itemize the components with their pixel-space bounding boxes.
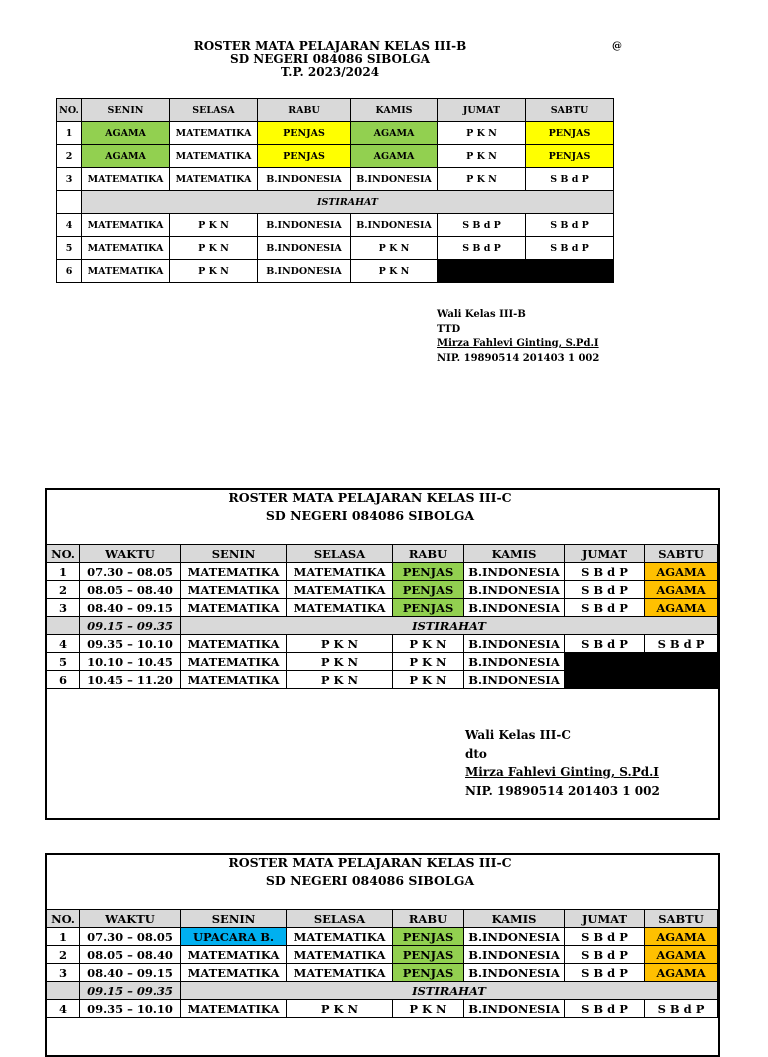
table-cell: B.INDONESIA: [258, 260, 351, 283]
table-cell: P K N: [287, 1000, 393, 1018]
table-cell: 6: [57, 260, 82, 283]
table-cell: AGAMA: [351, 145, 438, 168]
doc3-table: [46, 909, 718, 1018]
table-cell: P K N: [170, 260, 258, 283]
header-cell: SELASA: [287, 545, 393, 563]
doc2-title-line: ROSTER MATA PELAJARAN KELAS III-C: [228, 490, 512, 505]
table-cell: S B d P: [565, 635, 645, 653]
table-cell: S B d P: [438, 214, 526, 237]
table-cell: S B d P: [565, 563, 645, 581]
table-cell: 4: [57, 214, 82, 237]
header-cell: SELASA: [287, 910, 393, 928]
table-cell: B.INDONESIA: [464, 928, 565, 946]
table-cell: 08.40 – 09.15: [80, 964, 181, 982]
header-cell: RABU: [393, 910, 464, 928]
table-header-row: [47, 910, 718, 928]
table-cell: 6: [47, 671, 80, 689]
table-cell: 3: [47, 599, 80, 617]
header-cell: SELASA: [170, 99, 258, 122]
header-cell: SABTU: [526, 99, 614, 122]
header-cell: NO.: [57, 99, 82, 122]
signature-role: Wali Kelas III-C: [465, 728, 571, 742]
doc3-title-line: SD NEGERI 084086 SIBOLGA: [265, 873, 475, 888]
table-cell: PENJAS: [258, 145, 351, 168]
doc1-title: [120, 40, 540, 79]
table-cell: 3: [47, 964, 80, 982]
table-cell: 08.40 – 09.15: [80, 599, 181, 617]
table-cell: PENJAS: [393, 563, 464, 581]
table-cell: MATEMATIKA: [287, 563, 393, 581]
header-cell: SENIN: [181, 545, 287, 563]
table-cell: B.INDONESIA: [258, 237, 351, 260]
table-cell: 09.35 – 10.10: [80, 635, 181, 653]
signature-name: Mirza Fahlevi Ginting, S.Pd.I: [437, 338, 599, 349]
header-cell: SENIN: [82, 99, 170, 122]
header-cell: SABTU: [645, 910, 718, 928]
table-cell: MATEMATIKA: [181, 964, 287, 982]
table-cell: MATEMATIKA: [170, 145, 258, 168]
blank-cell: [438, 260, 614, 283]
table-row: [57, 237, 614, 260]
table-cell: B.INDONESIA: [351, 168, 438, 191]
table-cell: MATEMATIKA: [82, 168, 170, 191]
table-cell: P K N: [438, 168, 526, 191]
table-cell: S B d P: [526, 214, 614, 237]
table-cell: B.INDONESIA: [464, 599, 565, 617]
table-cell: B.INDONESIA: [464, 964, 565, 982]
table-row: [47, 635, 718, 653]
table-cell: B.INDONESIA: [464, 671, 565, 689]
table-cell: AGAMA: [645, 563, 718, 581]
table-cell: PENJAS: [393, 946, 464, 964]
table-row: [57, 168, 614, 191]
table-cell: AGAMA: [82, 145, 170, 168]
table-cell: PENJAS: [526, 122, 614, 145]
table-cell: 5: [47, 653, 80, 671]
table-cell: 5: [57, 237, 82, 260]
table-cell: S B d P: [565, 599, 645, 617]
table-cell: PENJAS: [393, 599, 464, 617]
table-cell: MATEMATIKA: [181, 635, 287, 653]
table-cell: PENJAS: [393, 581, 464, 599]
blank-cell: [565, 653, 718, 689]
table-row: [47, 946, 718, 964]
table-cell: B.INDONESIA: [464, 581, 565, 599]
doc1-table: [56, 98, 614, 283]
signature-role: Wali Kelas III-B: [437, 309, 526, 320]
table-cell: MATEMATIKA: [181, 1000, 287, 1018]
doc2-table: [46, 544, 718, 689]
table-row: [57, 122, 614, 145]
header-cell: SABTU: [645, 545, 718, 563]
header-cell: KAMIS: [351, 99, 438, 122]
header-cell: NO.: [47, 545, 80, 563]
break-row: [47, 617, 718, 635]
table-cell: S B d P: [526, 237, 614, 260]
table-cell: MATEMATIKA: [170, 122, 258, 145]
break-row: [57, 191, 614, 214]
table-row: [47, 1000, 718, 1018]
doc1-signature: [437, 308, 599, 366]
table-cell: MATEMATIKA: [82, 260, 170, 283]
break-label: ISTIRAHAT: [181, 982, 718, 1000]
header-cell: KAMIS: [464, 910, 565, 928]
table-cell: 1: [47, 563, 80, 581]
table-cell: B.INDONESIA: [464, 635, 565, 653]
header-cell: RABU: [258, 99, 351, 122]
table-row: [57, 260, 614, 283]
table-cell: MATEMATIKA: [287, 928, 393, 946]
signature-note: TTD: [437, 323, 461, 335]
table-cell: AGAMA: [82, 122, 170, 145]
table-cell: P K N: [438, 122, 526, 145]
table-cell: 10.45 – 11.20: [80, 671, 181, 689]
table-row: [47, 599, 718, 617]
table-row: [47, 581, 718, 599]
table-cell: UPACARA B.: [181, 928, 287, 946]
table-row: [47, 563, 718, 581]
table-cell: P K N: [287, 653, 393, 671]
table-cell: 4: [47, 635, 80, 653]
table-cell: MATEMATIKA: [181, 563, 287, 581]
break-label: ISTIRAHAT: [82, 191, 614, 214]
table-cell: P K N: [287, 635, 393, 653]
break-row: [47, 982, 718, 1000]
table-cell: 08.05 – 08.40: [80, 946, 181, 964]
table-cell: B.INDONESIA: [258, 168, 351, 191]
table-row: [47, 653, 718, 671]
table-cell: 3: [57, 168, 82, 191]
table-cell: 2: [47, 581, 80, 599]
table-cell: AGAMA: [645, 581, 718, 599]
table-cell: P K N: [393, 671, 464, 689]
table-cell: MATEMATIKA: [287, 581, 393, 599]
table-cell: 08.05 – 08.40: [80, 581, 181, 599]
table-cell: AGAMA: [645, 928, 718, 946]
table-cell: AGAMA: [645, 599, 718, 617]
table-cell: 2: [47, 946, 80, 964]
table-header-row: [47, 545, 718, 563]
table-cell: 4: [47, 1000, 80, 1018]
signature-note: dto: [465, 746, 487, 761]
table-cell: B.INDONESIA: [464, 653, 565, 671]
table-cell: S B d P: [565, 946, 645, 964]
table-cell: P K N: [170, 237, 258, 260]
table-cell: S B d P: [438, 237, 526, 260]
header-cell: JUMAT: [565, 545, 645, 563]
break-time: 09.15 – 09.35: [80, 982, 181, 1000]
table-cell: MATEMATIKA: [181, 653, 287, 671]
doc1-title-line: SD NEGERI 084086 SIBOLGA: [230, 52, 430, 66]
header-cell: WAKTU: [80, 545, 181, 563]
table-cell: S B d P: [565, 1000, 645, 1018]
signature-name: Mirza Fahlevi Ginting, S.Pd.I: [465, 765, 659, 779]
doc1-title-line: ROSTER MATA PELAJARAN KELAS III-B: [193, 39, 467, 53]
table-cell: S B d P: [565, 581, 645, 599]
table-cell: S B d P: [565, 964, 645, 982]
table-cell: MATEMATIKA: [181, 946, 287, 964]
table-cell: [47, 982, 80, 1000]
doc2-title: [170, 489, 570, 525]
doc2-signature: [465, 726, 660, 800]
table-cell: S B d P: [565, 928, 645, 946]
table-row: [47, 964, 718, 982]
table-cell: P K N: [393, 635, 464, 653]
table-cell: PENJAS: [526, 145, 614, 168]
signature-nip: NIP. 19890514 201403 1 002: [465, 783, 660, 798]
table-cell: AGAMA: [645, 964, 718, 982]
table-cell: AGAMA: [351, 122, 438, 145]
table-cell: MATEMATIKA: [82, 214, 170, 237]
table-cell: MATEMATIKA: [181, 671, 287, 689]
table-cell: 10.10 – 10.45: [80, 653, 181, 671]
header-cell: KAMIS: [464, 545, 565, 563]
table-cell: S B d P: [526, 168, 614, 191]
table-cell: MATEMATIKA: [287, 964, 393, 982]
table-cell: 1: [47, 928, 80, 946]
break-label: ISTIRAHAT: [181, 617, 718, 635]
table-cell: 09.35 – 10.10: [80, 1000, 181, 1018]
at-mark: @: [612, 41, 622, 52]
table-cell: MATEMATIKA: [170, 168, 258, 191]
doc1-title-line: T.P. 2023/2024: [280, 65, 380, 79]
doc2-title-line: SD NEGERI 084086 SIBOLGA: [265, 508, 475, 523]
break-time: 09.15 – 09.35: [80, 617, 181, 635]
table-cell: P K N: [287, 671, 393, 689]
table-cell: 07.30 – 08.05: [80, 928, 181, 946]
header-cell: RABU: [393, 545, 464, 563]
table-cell: 07.30 – 08.05: [80, 563, 181, 581]
table-cell: B.INDONESIA: [464, 1000, 565, 1018]
table-cell: B.INDONESIA: [351, 214, 438, 237]
table-cell: P K N: [393, 653, 464, 671]
table-row: [57, 145, 614, 168]
table-header-row: [57, 99, 614, 122]
table-cell: PENJAS: [393, 928, 464, 946]
table-cell: B.INDONESIA: [464, 946, 565, 964]
doc3-title-line: ROSTER MATA PELAJARAN KELAS III-C: [228, 855, 512, 870]
table-cell: MATEMATIKA: [181, 599, 287, 617]
header-cell: JUMAT: [438, 99, 526, 122]
header-cell: NO.: [47, 910, 80, 928]
table-cell: MATEMATIKA: [82, 237, 170, 260]
table-cell: S B d P: [645, 1000, 718, 1018]
table-cell: MATEMATIKA: [287, 946, 393, 964]
header-cell: SENIN: [181, 910, 287, 928]
table-cell: P K N: [393, 1000, 464, 1018]
table-cell: AGAMA: [645, 946, 718, 964]
header-cell: JUMAT: [565, 910, 645, 928]
table-cell: B.INDONESIA: [464, 563, 565, 581]
header-cell: WAKTU: [80, 910, 181, 928]
table-cell: P K N: [351, 237, 438, 260]
table-cell: S B d P: [645, 635, 718, 653]
table-cell: P K N: [170, 214, 258, 237]
table-row: [57, 214, 614, 237]
doc3-title: [170, 854, 570, 890]
table-cell: P K N: [438, 145, 526, 168]
table-cell: PENJAS: [393, 964, 464, 982]
table-cell: MATEMATIKA: [287, 599, 393, 617]
table-cell: PENJAS: [258, 122, 351, 145]
table-cell: 1: [57, 122, 82, 145]
signature-nip: NIP. 19890514 201403 1 002: [437, 352, 600, 364]
table-cell: 2: [57, 145, 82, 168]
table-cell: MATEMATIKA: [181, 581, 287, 599]
table-cell: [47, 617, 80, 635]
table-cell: P K N: [351, 260, 438, 283]
table-cell: B.INDONESIA: [258, 214, 351, 237]
table-cell: [57, 191, 82, 214]
table-row: [47, 928, 718, 946]
